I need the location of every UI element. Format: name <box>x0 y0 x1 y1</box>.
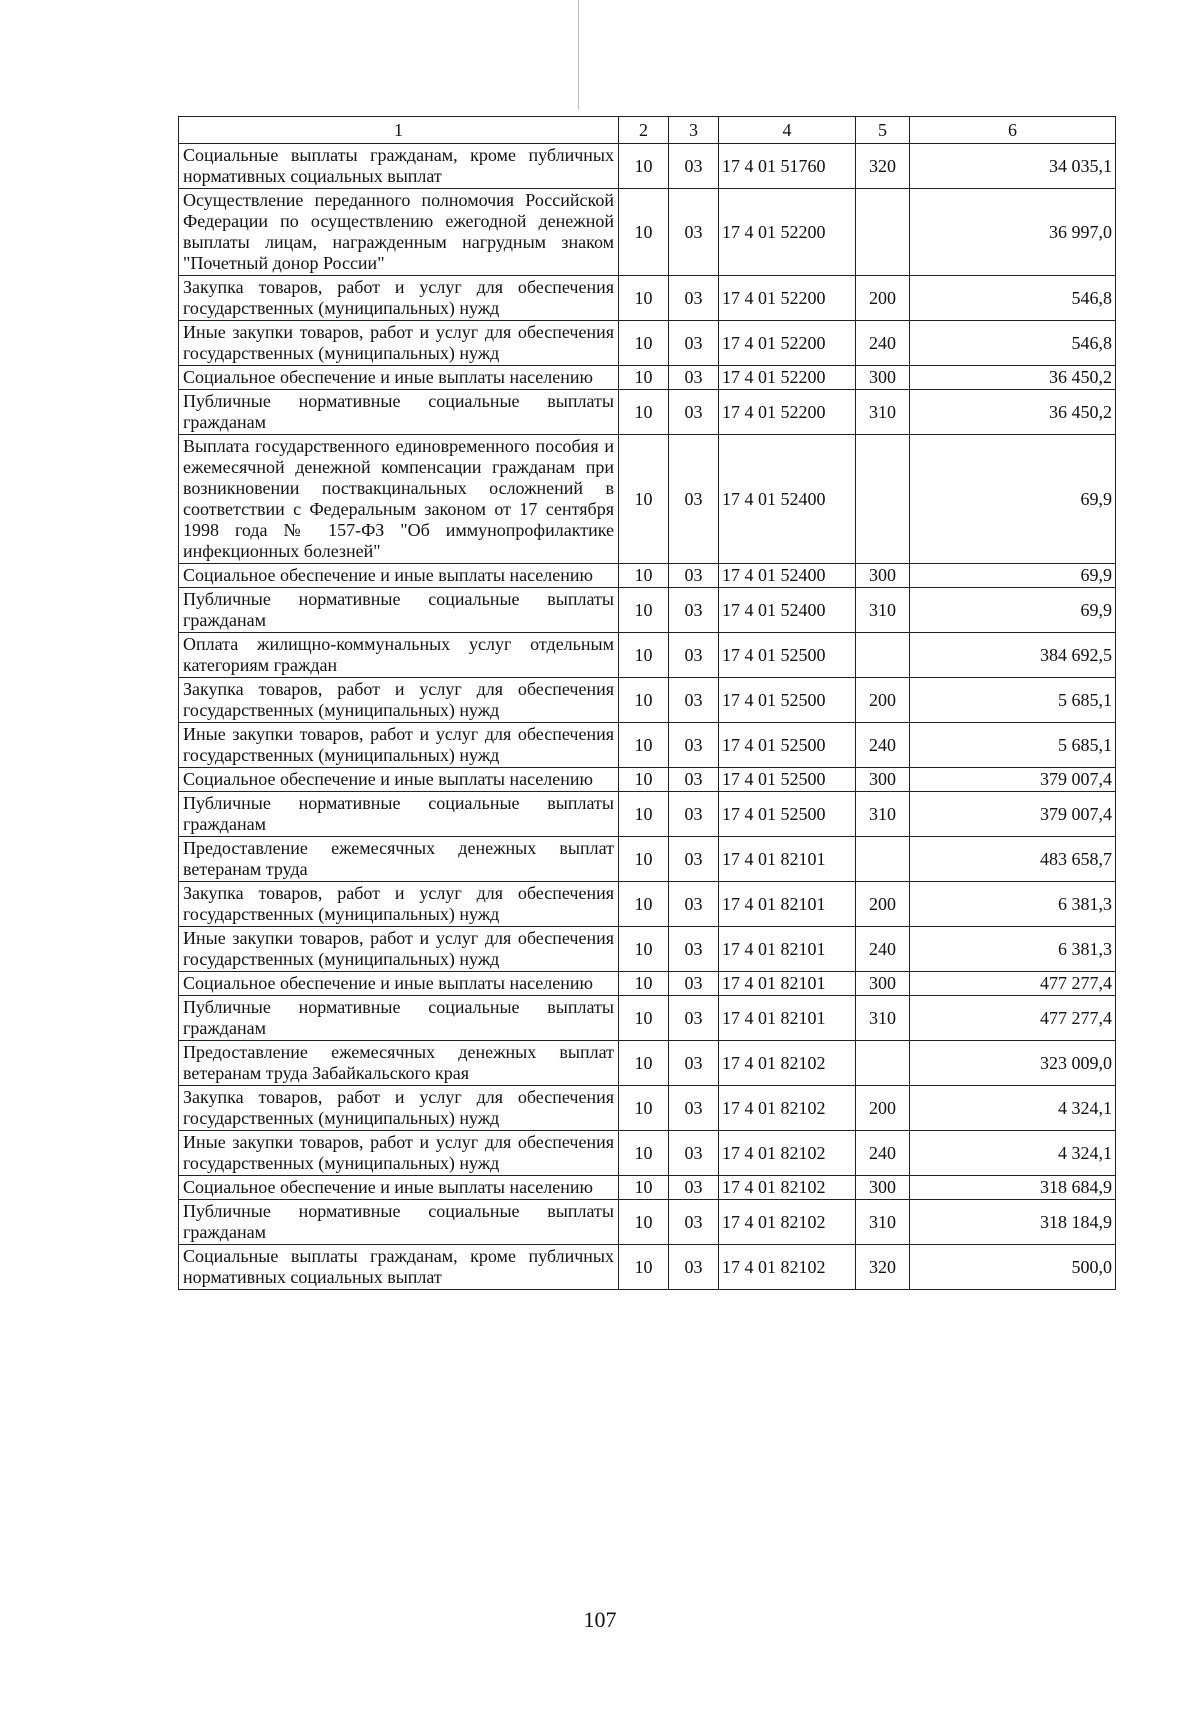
table-row <box>179 564 1116 588</box>
amount-cell: 379 007,4 <box>910 792 1116 837</box>
expense-type-cell: 300 <box>856 972 910 996</box>
expense-type-cell: 320 <box>856 1245 910 1290</box>
subsection-cell: 03 <box>669 837 719 882</box>
expense-type-cell <box>856 435 910 564</box>
subsection-cell: 03 <box>669 366 719 390</box>
row-name-cell: Социальное обеспечение и иные выплаты населению <box>179 366 619 390</box>
row-name-cell: Закупка товаров, работ и услуг для обеспечения государственных (муниципальных) нужд <box>179 678 619 723</box>
table-row <box>179 189 1116 276</box>
amount-cell: 69,9 <box>910 435 1116 564</box>
target-article-cell: 17 4 01 52200 <box>719 390 856 435</box>
target-article-cell: 17 4 01 52500 <box>719 633 856 678</box>
target-article-cell: 17 4 01 52500 <box>719 768 856 792</box>
header-col-5: 5 <box>856 117 910 144</box>
table-row <box>179 723 1116 768</box>
section-cell: 10 <box>619 633 669 678</box>
row-name-cell: Предоставление ежемесячных денежных выплат ветеранам труда <box>179 837 619 882</box>
amount-cell: 36 450,2 <box>910 366 1116 390</box>
expense-type-cell: 310 <box>856 390 910 435</box>
row-name-cell: Социальное обеспечение и иные выплаты населению <box>179 1176 619 1200</box>
table-row <box>179 366 1116 390</box>
table-body <box>179 144 1116 1290</box>
target-article-cell: 17 4 01 82102 <box>719 1200 856 1245</box>
expense-type-cell: 300 <box>856 564 910 588</box>
row-name-cell: Осуществление переданного полномочия Российской Федерации по осуществлению ежегодной денежной выплаты лицам, награжденным нагрудным знаком "Почетный донор России" <box>179 189 619 276</box>
target-article-cell: 17 4 01 52200 <box>719 321 856 366</box>
amount-cell: 477 277,4 <box>910 972 1116 996</box>
table-row <box>179 1131 1116 1176</box>
expense-type-cell: 300 <box>856 768 910 792</box>
expense-type-cell: 200 <box>856 678 910 723</box>
table-row <box>179 678 1116 723</box>
table-row <box>179 390 1116 435</box>
target-article-cell: 17 4 01 82102 <box>719 1176 856 1200</box>
expense-type-cell <box>856 1041 910 1086</box>
table-row <box>179 588 1116 633</box>
amount-cell: 5 685,1 <box>910 723 1116 768</box>
table-row <box>179 768 1116 792</box>
expense-type-cell: 240 <box>856 927 910 972</box>
section-cell: 10 <box>619 189 669 276</box>
target-article-cell: 17 4 01 52500 <box>719 678 856 723</box>
row-name-cell: Иные закупки товаров, работ и услуг для обеспечения государственных (муниципальных) нужд <box>179 1131 619 1176</box>
row-name-cell: Иные закупки товаров, работ и услуг для обеспечения государственных (муниципальных) нужд <box>179 723 619 768</box>
amount-cell: 4 324,1 <box>910 1131 1116 1176</box>
row-name-cell: Предоставление ежемесячных денежных выплат ветеранам труда Забайкальского края <box>179 1041 619 1086</box>
expense-type-cell: 240 <box>856 1131 910 1176</box>
subsection-cell: 03 <box>669 1176 719 1200</box>
target-article-cell: 17 4 01 82101 <box>719 972 856 996</box>
row-name-cell: Социальные выплаты гражданам, кроме публичных нормативных социальных выплат <box>179 144 619 189</box>
row-name-cell: Публичные нормативные социальные выплаты гражданам <box>179 792 619 837</box>
expense-type-cell: 240 <box>856 321 910 366</box>
row-name-cell: Закупка товаров, работ и услуг для обеспечения государственных (муниципальных) нужд <box>179 882 619 927</box>
target-article-cell: 17 4 01 82101 <box>719 837 856 882</box>
section-cell: 10 <box>619 1041 669 1086</box>
section-cell: 10 <box>619 678 669 723</box>
section-cell: 10 <box>619 390 669 435</box>
row-name-cell: Оплата жилищно-коммунальных услуг отдельным категориям граждан <box>179 633 619 678</box>
amount-cell: 69,9 <box>910 564 1116 588</box>
section-cell: 10 <box>619 564 669 588</box>
amount-cell: 318 684,9 <box>910 1176 1116 1200</box>
row-name-cell: Публичные нормативные социальные выплаты гражданам <box>179 1200 619 1245</box>
subsection-cell: 03 <box>669 1245 719 1290</box>
subsection-cell: 03 <box>669 1131 719 1176</box>
amount-cell: 36 997,0 <box>910 189 1116 276</box>
table-header-row <box>179 117 1116 144</box>
amount-cell: 6 381,3 <box>910 882 1116 927</box>
table-row <box>179 633 1116 678</box>
subsection-cell: 03 <box>669 435 719 564</box>
subsection-cell: 03 <box>669 144 719 189</box>
table-row <box>179 144 1116 189</box>
table-row <box>179 1200 1116 1245</box>
section-cell: 10 <box>619 276 669 321</box>
expense-type-cell: 300 <box>856 366 910 390</box>
row-name-cell: Публичные нормативные социальные выплаты гражданам <box>179 588 619 633</box>
header-col-6: 6 <box>910 117 1116 144</box>
section-cell: 10 <box>619 321 669 366</box>
budget-table <box>178 116 1116 1290</box>
subsection-cell: 03 <box>669 927 719 972</box>
target-article-cell: 17 4 01 82102 <box>719 1086 856 1131</box>
table-row <box>179 996 1116 1041</box>
target-article-cell: 17 4 01 51760 <box>719 144 856 189</box>
table-row <box>179 927 1116 972</box>
row-name-cell: Социальное обеспечение и иные выплаты населению <box>179 768 619 792</box>
section-cell: 10 <box>619 837 669 882</box>
subsection-cell: 03 <box>669 564 719 588</box>
subsection-cell: 03 <box>669 390 719 435</box>
row-name-cell: Публичные нормативные социальные выплаты гражданам <box>179 390 619 435</box>
amount-cell: 6 381,3 <box>910 927 1116 972</box>
amount-cell: 500,0 <box>910 1245 1116 1290</box>
subsection-cell: 03 <box>669 678 719 723</box>
target-article-cell: 17 4 01 52500 <box>719 723 856 768</box>
expense-type-cell: 200 <box>856 882 910 927</box>
table-row <box>179 1176 1116 1200</box>
row-name-cell: Иные закупки товаров, работ и услуг для обеспечения государственных (муниципальных) нужд <box>179 927 619 972</box>
subsection-cell: 03 <box>669 768 719 792</box>
section-cell: 10 <box>619 927 669 972</box>
subsection-cell: 03 <box>669 189 719 276</box>
target-article-cell: 17 4 01 52200 <box>719 189 856 276</box>
expense-type-cell <box>856 189 910 276</box>
subsection-cell: 03 <box>669 276 719 321</box>
row-name-cell: Социальное обеспечение и иные выплаты населению <box>179 564 619 588</box>
row-name-cell: Социальные выплаты гражданам, кроме публичных нормативных социальных выплат <box>179 1245 619 1290</box>
binding-mark <box>578 0 579 110</box>
section-cell: 10 <box>619 1200 669 1245</box>
table-row <box>179 1086 1116 1131</box>
section-cell: 10 <box>619 1176 669 1200</box>
header-col-1: 1 <box>179 117 619 144</box>
expense-type-cell: 310 <box>856 1200 910 1245</box>
subsection-cell: 03 <box>669 633 719 678</box>
amount-cell: 483 658,7 <box>910 837 1116 882</box>
subsection-cell: 03 <box>669 882 719 927</box>
amount-cell: 69,9 <box>910 588 1116 633</box>
expense-type-cell: 320 <box>856 144 910 189</box>
expense-type-cell <box>856 837 910 882</box>
section-cell: 10 <box>619 366 669 390</box>
amount-cell: 323 009,0 <box>910 1041 1116 1086</box>
table-row <box>179 276 1116 321</box>
table-row <box>179 882 1116 927</box>
target-article-cell: 17 4 01 82102 <box>719 1245 856 1290</box>
target-article-cell: 17 4 01 52200 <box>719 366 856 390</box>
subsection-cell: 03 <box>669 972 719 996</box>
table-row <box>179 321 1116 366</box>
target-article-cell: 17 4 01 52500 <box>719 792 856 837</box>
expense-type-cell: 310 <box>856 588 910 633</box>
section-cell: 10 <box>619 882 669 927</box>
table-row <box>179 837 1116 882</box>
amount-cell: 546,8 <box>910 276 1116 321</box>
expense-type-cell: 200 <box>856 1086 910 1131</box>
header-col-4: 4 <box>719 117 856 144</box>
row-name-cell: Публичные нормативные социальные выплаты гражданам <box>179 996 619 1041</box>
section-cell: 10 <box>619 144 669 189</box>
amount-cell: 34 035,1 <box>910 144 1116 189</box>
header-col-3: 3 <box>669 117 719 144</box>
table-row <box>179 972 1116 996</box>
row-name-cell: Выплата государственного единовременного пособия и ежемесячной денежной компенсации гражданам при возникновении поствакцинальных осложнений в соответствии с Федеральным законом от 17 сентября 1998 года № 157-ФЗ "Об иммунопрофилактике инфекционных болезней" <box>179 435 619 564</box>
section-cell: 10 <box>619 768 669 792</box>
target-article-cell: 17 4 01 82102 <box>719 1041 856 1086</box>
table-row <box>179 1245 1116 1290</box>
subsection-cell: 03 <box>669 1041 719 1086</box>
target-article-cell: 17 4 01 52400 <box>719 588 856 633</box>
table-row <box>179 435 1116 564</box>
section-cell: 10 <box>619 1131 669 1176</box>
table-row <box>179 792 1116 837</box>
expense-type-cell: 240 <box>856 723 910 768</box>
subsection-cell: 03 <box>669 588 719 633</box>
amount-cell: 4 324,1 <box>910 1086 1116 1131</box>
row-name-cell: Социальное обеспечение и иные выплаты населению <box>179 972 619 996</box>
target-article-cell: 17 4 01 82101 <box>719 996 856 1041</box>
subsection-cell: 03 <box>669 723 719 768</box>
section-cell: 10 <box>619 1245 669 1290</box>
amount-cell: 546,8 <box>910 321 1116 366</box>
row-name-cell: Закупка товаров, работ и услуг для обеспечения государственных (муниципальных) нужд <box>179 276 619 321</box>
section-cell: 10 <box>619 1086 669 1131</box>
expense-type-cell: 200 <box>856 276 910 321</box>
amount-cell: 477 277,4 <box>910 996 1116 1041</box>
expense-type-cell: 310 <box>856 792 910 837</box>
page-number: 107 <box>583 1607 617 1632</box>
section-cell: 10 <box>619 435 669 564</box>
target-article-cell: 17 4 01 52200 <box>719 276 856 321</box>
subsection-cell: 03 <box>669 792 719 837</box>
amount-cell: 384 692,5 <box>910 633 1116 678</box>
subsection-cell: 03 <box>669 996 719 1041</box>
section-cell: 10 <box>619 972 669 996</box>
target-article-cell: 17 4 01 52400 <box>719 435 856 564</box>
amount-cell: 36 450,2 <box>910 390 1116 435</box>
target-article-cell: 17 4 01 82101 <box>719 882 856 927</box>
section-cell: 10 <box>619 588 669 633</box>
target-article-cell: 17 4 01 82102 <box>719 1131 856 1176</box>
amount-cell: 318 184,9 <box>910 1200 1116 1245</box>
row-name-cell: Закупка товаров, работ и услуг для обеспечения государственных (муниципальных) нужд <box>179 1086 619 1131</box>
amount-cell: 379 007,4 <box>910 768 1116 792</box>
target-article-cell: 17 4 01 52400 <box>719 564 856 588</box>
section-cell: 10 <box>619 792 669 837</box>
amount-cell: 5 685,1 <box>910 678 1116 723</box>
section-cell: 10 <box>619 996 669 1041</box>
subsection-cell: 03 <box>669 321 719 366</box>
target-article-cell: 17 4 01 82101 <box>719 927 856 972</box>
expense-type-cell: 310 <box>856 996 910 1041</box>
expense-type-cell <box>856 633 910 678</box>
row-name-cell: Иные закупки товаров, работ и услуг для обеспечения государственных (муниципальных) нужд <box>179 321 619 366</box>
subsection-cell: 03 <box>669 1086 719 1131</box>
table-row <box>179 1041 1116 1086</box>
header-col-2: 2 <box>619 117 669 144</box>
section-cell: 10 <box>619 723 669 768</box>
expense-type-cell: 300 <box>856 1176 910 1200</box>
subsection-cell: 03 <box>669 1200 719 1245</box>
